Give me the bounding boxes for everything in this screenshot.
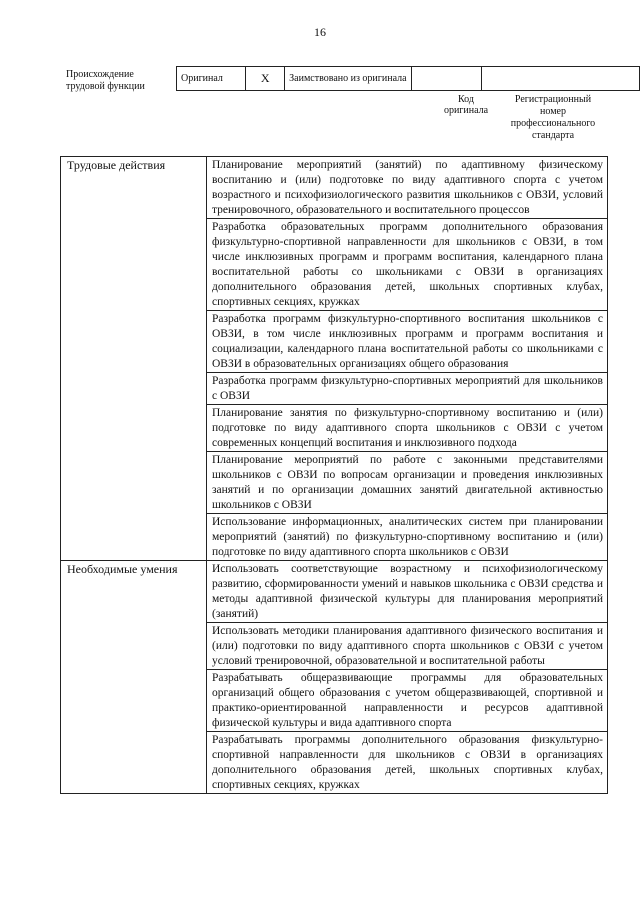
action-item: Использование информационных, аналитических систем при планировании мероприятий (занятий) по физкультурно-спортивному воспитанию и (или) подготовке по виду адаптивного спорта школьников с ОВЗИ [207, 514, 608, 561]
table-row [61, 561, 608, 623]
category-cell: Трудовые действия [61, 157, 207, 561]
table-row [61, 157, 608, 219]
skill-item: Разрабатывать программы дополнительного образования физкультурно-спортивной направленности для школьников с ОВЗИ в организациях дополнительного образования детей, школьных спортивных клубах, спортивных секциях, кружках [207, 732, 608, 794]
action-item: Планирование занятия по физкультурно-спортивному воспитанию и (или) подготовке по виду адаптивного спорта школьников с ОВЗИ с учетом современных концепций воспитания и инклюзивного подхода [207, 405, 608, 452]
action-item: Разработка образовательных программ дополнительного образования физкультурно-спортивной направленности для школьников с ОВЗИ, в том числе инклюзивных программ и программ воспитания, календарного плана воспитательной работы со школьниками с ОВЗИ в организациях дополнительного образования детей, школьных спортивных клубах, спортивных секциях, кружках [207, 219, 608, 311]
origin-table [176, 66, 640, 91]
skill-item: Разрабатывать общеразвивающие программы для образовательных организаций общего образования с учетом общеразвивающей, спортивной и практико-ориентированной направленности и ресурсов адаптивной физической культуры и вида адаптивного спорта [207, 670, 608, 732]
code-cell [412, 67, 482, 91]
action-item: Планирование мероприятий (занятий) по адаптивному физическому воспитанию и (или) подготовке по виду адаптивного спорта с учетом возрастного и психофизиологического развития школьников с ОВЗИ, условий тренировочного, образовательного и воспитательного процессов [207, 157, 608, 219]
action-item: Разработка программ физкультурно-спортивных мероприятий для школьников с ОВЗИ [207, 373, 608, 405]
labor-function-table [60, 156, 608, 794]
reg-number-cell [482, 67, 640, 91]
skill-item: Использовать соответствующие возрастному и психофизиологическому развитию, сформированности умений и навыков школьника с ОВЗИ средства и методы адаптивной физической культуры для планирования мероприятий (занятий) [207, 561, 608, 623]
original-cell: Оригинал [177, 67, 246, 91]
page-number: 16 [314, 25, 326, 39]
reg-number-label: Регистрационный номер профессионального стандарта [510, 94, 596, 141]
skill-item: Использовать методики планирования адаптивного физического воспитания и (или) подготовки по виду адаптивного спорта школьников с ОВЗИ с учетом условий тренировочной, образовательной и воспитательной работы [207, 623, 608, 670]
action-item: Разработка программ физкультурно-спортивного воспитания школьников с ОВЗИ, в том числе инклюзивных программ и программ воспитания и социализации, календарного плана воспитательной работы со школьниками с ОВЗИ в образовательных организациях общего образования [207, 311, 608, 373]
code-label: Код оригинала [443, 94, 489, 116]
origin-label: Происхождение трудовой функции [66, 69, 145, 92]
category-cell: Необходимые умения [61, 561, 207, 794]
action-item: Планирование мероприятий по работе с законными представителями школьников с ОВЗИ по вопросам организации и проведения инклюзивных занятий и по организации домашних занятий двигательной активностью школьников с ОВЗИ [207, 452, 608, 514]
original-mark: X [246, 67, 285, 91]
borrowed-cell: Заимствовано из оригинала [285, 67, 412, 91]
